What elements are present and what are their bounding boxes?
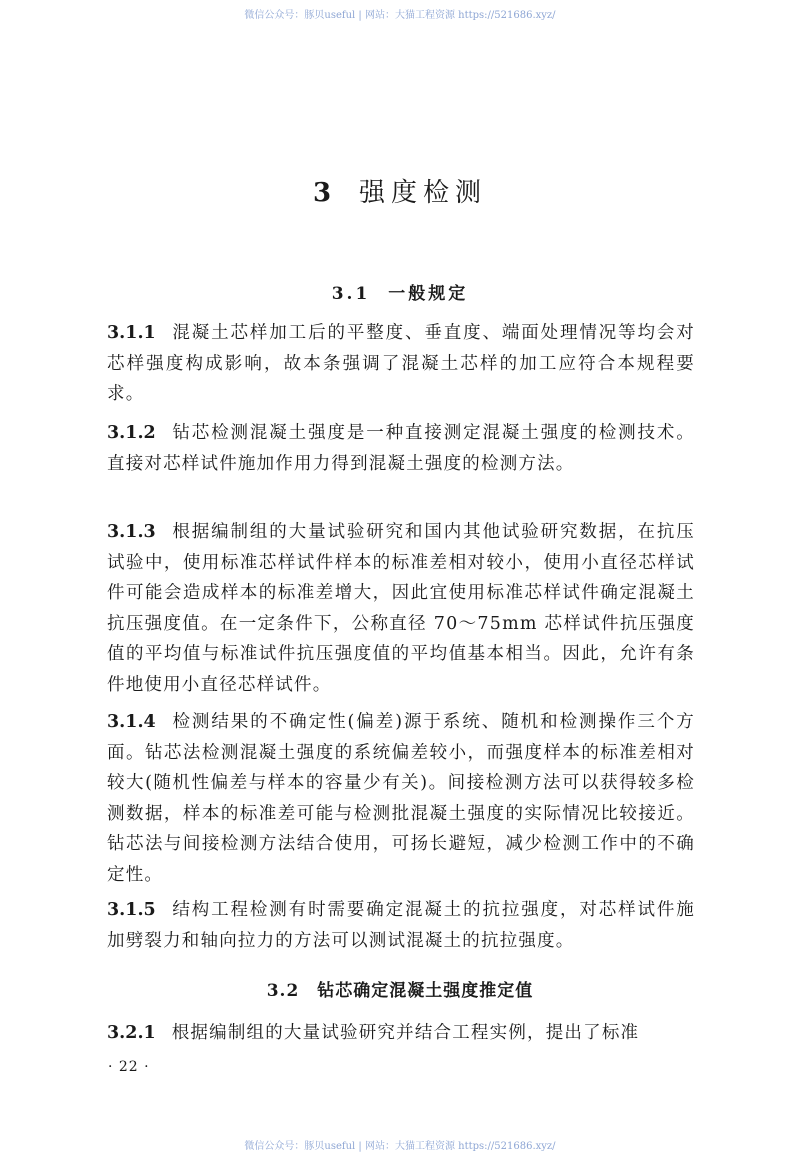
clause-3-1-4 bbox=[107, 707, 695, 890]
clause-3-1-1 bbox=[107, 318, 695, 410]
clause-3-1-5 bbox=[107, 895, 695, 956]
clause-number: 3.1.4 bbox=[107, 712, 156, 732]
watermark-top: 微信公众号：豚贝useful | 网站：大猫工程资源 https://521686.xyz/ bbox=[244, 10, 556, 21]
clause-text: 结构工程检测有时需要确定混凝土的抗拉强度，对芯样试件施加劈裂力和轴向拉力的方法可以测试混凝土的抗拉强度。 bbox=[107, 900, 695, 951]
clause-text: 根据编制组的大量试验研究和国内其他试验研究数据，在抗压试验中，使用标准芯样试件样本的标准差相对较小，使用小直径芯样试件可能会造成样本的标准差增大，因此宜使用标准芯样试件确定混凝土抗压强度值。在一定条件下，公称直径 70～75mm 芯样试件抗压强度值的平均值与标准试件抗压强度值的平均值基本相当。因此，允许有条件地使用小直径芯样试件。 bbox=[107, 522, 695, 695]
section-title-text: 一般规定 bbox=[388, 284, 469, 304]
clause-3-2-1 bbox=[107, 1018, 695, 1049]
clause-number: 3.1.3 bbox=[107, 522, 156, 542]
section-heading-3-2 bbox=[0, 976, 800, 1001]
section-number: 3.2 bbox=[266, 981, 300, 1001]
clause-3-1-3 bbox=[107, 517, 695, 700]
clause-number: 3.1.2 bbox=[107, 423, 156, 443]
watermark-bottom: 微信公众号：豚贝useful | 网站：大猫工程资源 https://521686.xyz/ bbox=[244, 1141, 556, 1152]
section-heading-3-1 bbox=[0, 279, 800, 304]
clause-text: 根据编制组的大量试验研究并结合工程实例，提出了标准 bbox=[171, 1023, 640, 1043]
chapter-title-text: 强度检测 bbox=[359, 178, 488, 208]
page-number: · 22 · bbox=[108, 1059, 150, 1075]
clause-number: 3.1.5 bbox=[107, 900, 156, 920]
chapter-title bbox=[0, 172, 800, 209]
section-number: 3.1 bbox=[331, 284, 371, 304]
section-title-text: 钻芯确定混凝土强度推定值 bbox=[317, 981, 534, 1001]
clause-3-1-2 bbox=[107, 418, 695, 479]
clause-text: 混凝土芯样加工后的平整度、垂直度、端面处理情况等均会对芯样强度构成影响，故本条强调了混凝土芯样的加工应符合本规程要求。 bbox=[107, 323, 695, 404]
clause-number: 3.2.1 bbox=[107, 1023, 156, 1043]
clause-text: 检测结果的不确定性(偏差)源于系统、随机和检测操作三个方面。钻芯法检测混凝土强度的系统偏差较小，而强度样本的标准差相对较大(随机性偏差与样本的容量少有关)。间接检测方法可以获得较多检测数据，样本的标准差可能与检测批混凝土强度的实际情况比较接近。钻芯法与间接检测方法结合使用，可扬长避短，减少检测工作中的不确定性。 bbox=[107, 712, 695, 885]
clause-number: 3.1.1 bbox=[107, 323, 156, 343]
chapter-number: 3 bbox=[312, 178, 338, 208]
clause-text: 钻芯检测混凝土强度是一种直接测定混凝土强度的检测技术。直接对芯样试件施加作用力得到混凝土强度的检测方法。 bbox=[107, 423, 695, 474]
